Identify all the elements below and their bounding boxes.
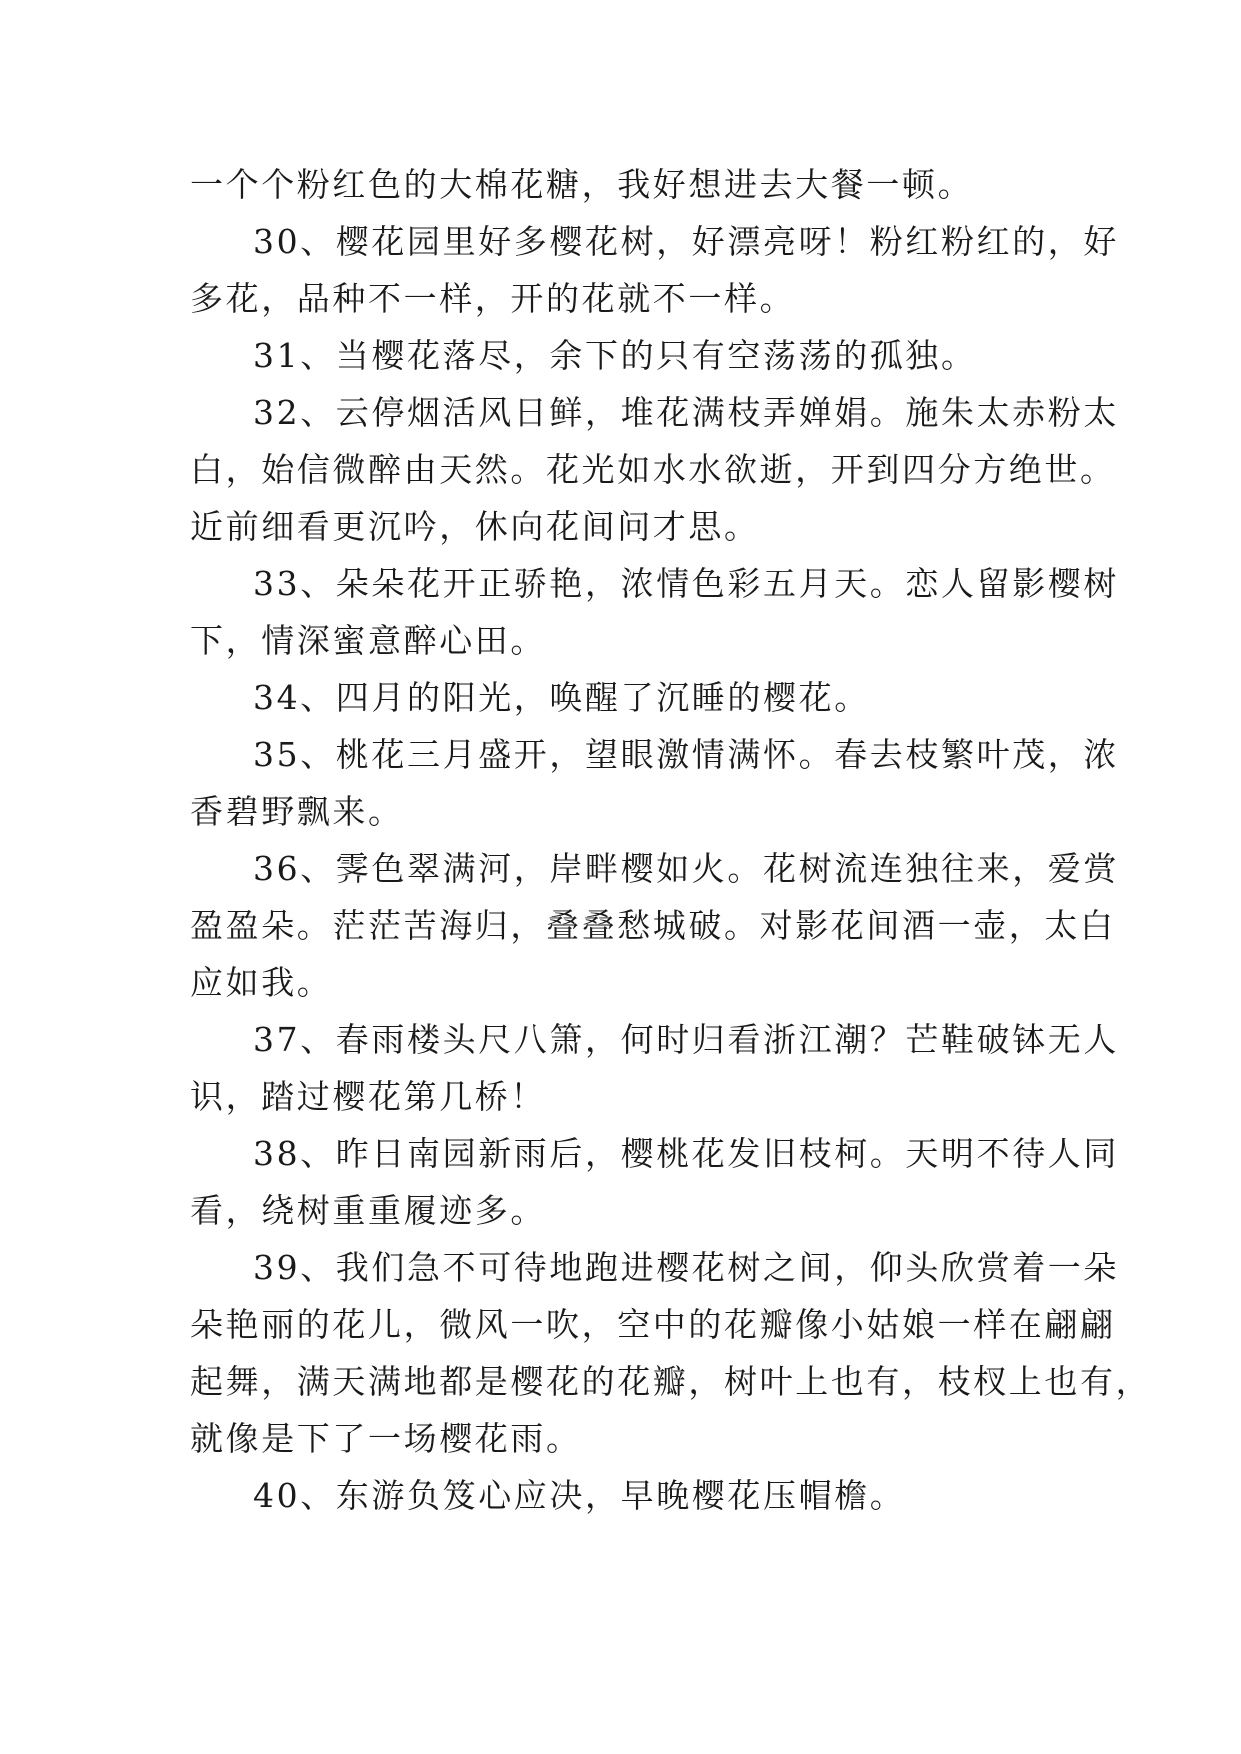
text-line: 识，踏过樱花第几桥！ xyxy=(190,1077,546,1116)
text-line: 30、樱花园里好多樱花树，好漂亮呀！粉红粉红的，好 xyxy=(253,222,1119,261)
text-line: 应如我。 xyxy=(190,963,333,1002)
text-line: 近前细看更沉吟，休向花间问才思。 xyxy=(190,507,760,546)
text-line: 40、东游负笈心应决，早晚樱花压帽檐。 xyxy=(253,1476,906,1515)
text-line: 37、春雨楼头尺八箫，何时归看浙江潮？芒鞋破钵无人 xyxy=(253,1020,1119,1059)
text-line: 朵艳丽的花儿，微风一吹，空中的花瓣像小姑娘一样在翩翩 xyxy=(190,1305,1116,1344)
text-line: 下，情深蜜意醉心田。 xyxy=(190,621,546,660)
text-line: 多花，品种不一样，开的花就不一样。 xyxy=(190,279,796,318)
text-line: 33、朵朵花开正骄艳，浓情色彩五月天。恋人留影樱树 xyxy=(253,564,1119,603)
text-line: 34、四月的阳光，唤醒了沉睡的樱花。 xyxy=(253,678,870,717)
text-line: 32、云停烟活风日鲜，堆花满枝弄婵娟。施朱太赤粉太 xyxy=(253,393,1119,432)
text-line: 就像是下了一场樱花雨。 xyxy=(190,1419,582,1458)
text-line: 38、昨日南园新雨后，樱桃花发旧枝柯。天明不待人同 xyxy=(253,1134,1119,1173)
text-line: 35、桃花三月盛开，望眼激情满怀。春去枝繁叶茂，浓 xyxy=(253,735,1119,774)
text-line: 盈盈朵。茫茫苦海归，叠叠愁城破。对影花间酒一壶，太白 xyxy=(190,906,1116,945)
text-line: 香碧野飘来。 xyxy=(190,792,404,831)
text-line: 看，绕树重重履迹多。 xyxy=(190,1191,546,1230)
text-line: 36、霁色翠满河，岸畔樱如火。花树流连独往来，爱赏 xyxy=(253,849,1119,888)
text-line: 一个个粉红色的大棉花糖，我好想进去大餐一顿。 xyxy=(190,165,974,204)
text-line: 39、我们急不可待地跑进樱花树之间，仰头欣赏着一朵 xyxy=(253,1248,1119,1287)
text-line: 31、当樱花落尽，余下的只有空荡荡的孤独。 xyxy=(253,336,977,375)
text-line: 白，始信微醉由天然。花光如水水欲逝，开到四分方绝世。 xyxy=(190,450,1116,489)
text-line: 起舞，满天满地都是樱花的花瓣，树叶上也有，枝杈上也有， xyxy=(190,1362,1152,1401)
